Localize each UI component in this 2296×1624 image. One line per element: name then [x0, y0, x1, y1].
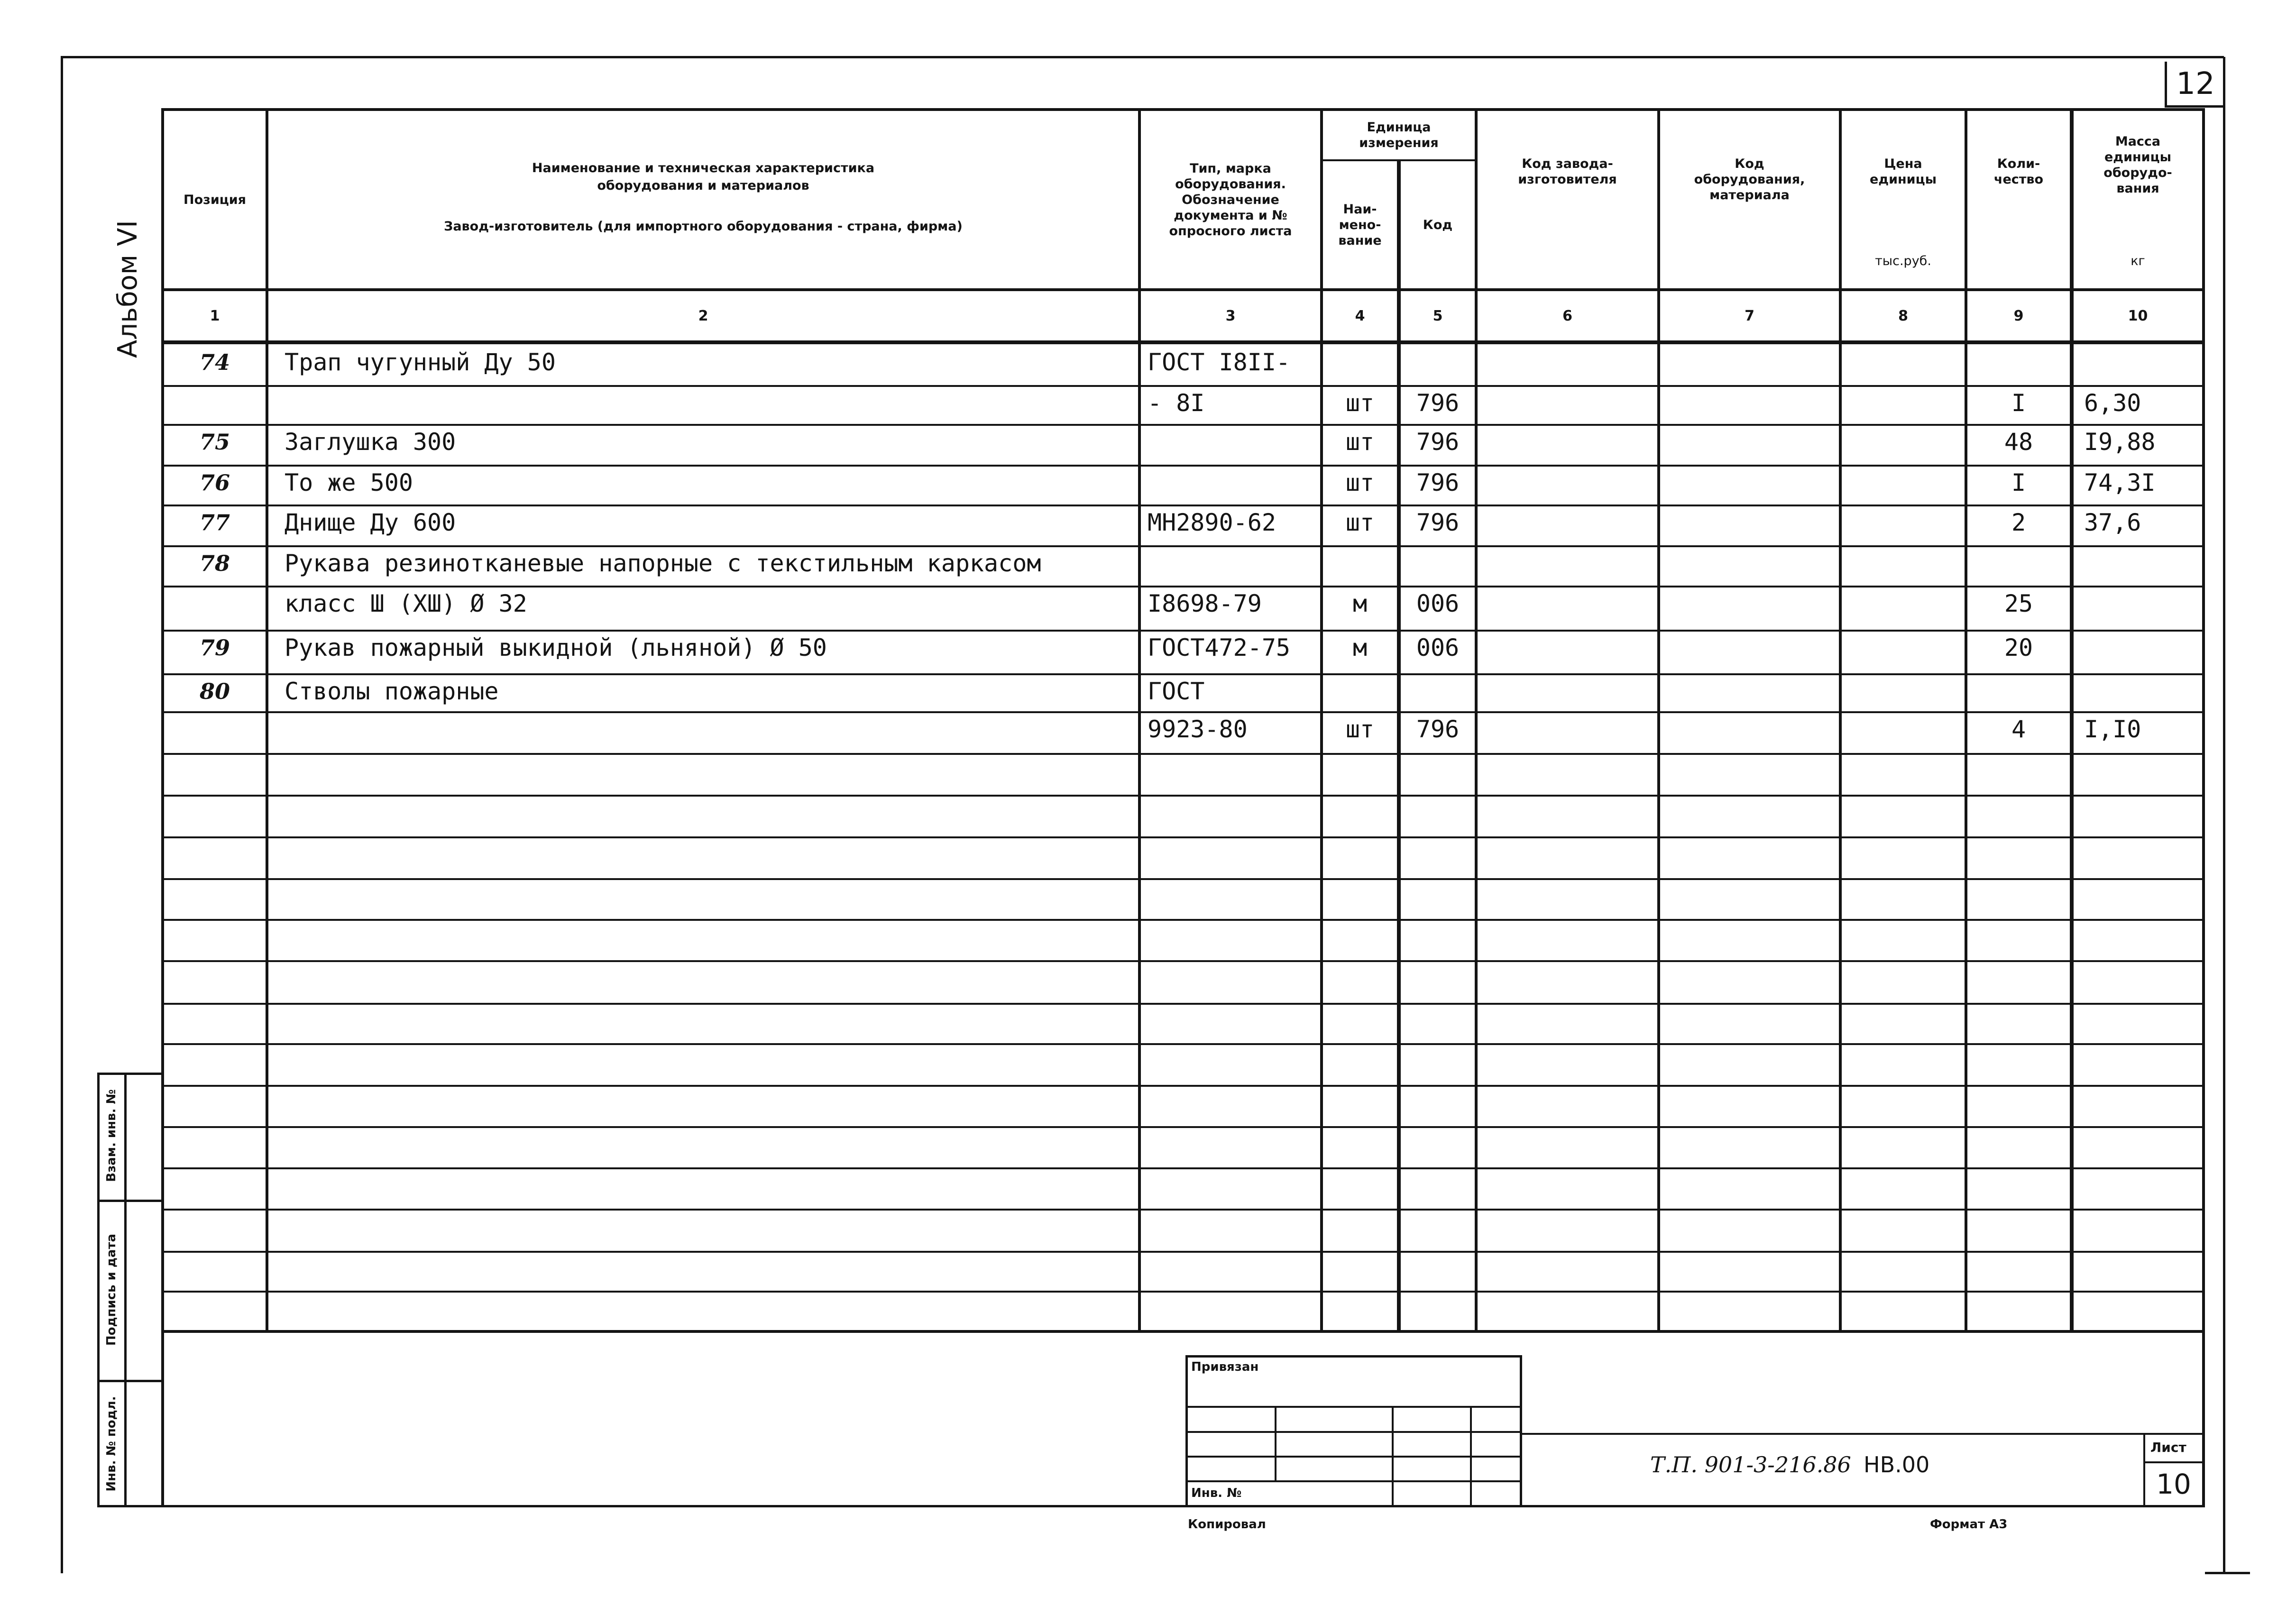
colnum-9: 9 [2013, 307, 2024, 324]
cell-pos [164, 715, 266, 750]
col-line-10 [2202, 108, 2205, 1507]
colnum-8: 8 [1898, 307, 1908, 324]
cell-name: Рукава резинотканевые напорные с текстильным каркасом [285, 550, 1041, 577]
cell-code: 796 [1416, 389, 1460, 417]
cell-type: 9923-80 [1148, 716, 1248, 743]
cell-unit: м [1352, 634, 1368, 661]
stamp-copied: Копировал [1188, 1517, 1266, 1532]
col-line-4 [1397, 159, 1401, 1331]
stamp-format: Формат А3 [1930, 1517, 2008, 1532]
cell-unit: шт [1345, 428, 1375, 456]
stamp-privyazan: Привязан [1191, 1360, 1259, 1374]
colnum-7: 7 [1745, 307, 1754, 324]
cell-qty: I [2011, 469, 2026, 496]
cell-qty: 48 [2004, 428, 2033, 456]
cell-qty [1967, 549, 2070, 585]
cell-qty: 4 [2011, 716, 2026, 743]
cell-code: 006 [1416, 634, 1460, 661]
cell-name: Трап чугунный Ду 50 [285, 349, 556, 376]
header-name [268, 111, 1138, 288]
header-equipment-code: Код оборудования, материала [1694, 156, 1805, 202]
row-separator [161, 919, 2205, 921]
cell-mass [2084, 677, 2202, 710]
cell-pos: 76 [199, 470, 230, 495]
side-stamp-inv-podl: Инв. № подл. [104, 1396, 119, 1492]
cell-mass: 6,30 [2084, 389, 2141, 417]
row-separator [161, 505, 2205, 506]
doc-suffix: НВ.00 [1864, 1452, 1930, 1477]
cell-mass [2084, 348, 2202, 384]
cell-name: класс Ш (ХШ) Ø 32 [285, 590, 527, 617]
row-separator [161, 586, 2205, 587]
cell-unit: шт [1345, 509, 1375, 536]
cell-pos: 74 [199, 349, 230, 375]
cell-unit: м [1352, 590, 1368, 617]
cell-qty: 25 [2004, 590, 2033, 617]
outer-frame-top [62, 56, 2224, 58]
cell-qty: 20 [2004, 634, 2033, 661]
cell-type [1148, 549, 1320, 585]
stamp-col-2 [1392, 1406, 1394, 1505]
side-stamp-inv-vzam: Взам. инв. № [104, 1089, 119, 1182]
cell-unit: шт [1345, 389, 1375, 417]
cell-name: Рукав пожарный выкидной (льняной) Ø 50 [285, 634, 827, 661]
cell-type: - 8I [1148, 389, 1205, 417]
row-separator [161, 836, 2205, 838]
table-bottom-line [161, 1330, 2205, 1333]
cell-mass: 37,6 [2084, 509, 2141, 536]
top-sheet-number: 12 [2176, 66, 2215, 101]
cell-pos: 77 [199, 510, 230, 535]
row-separator [161, 465, 2205, 467]
colnum-3: 3 [1225, 307, 1236, 324]
cell-pos [164, 389, 266, 423]
cell-mass [2084, 633, 2202, 672]
cell-code: 796 [1416, 716, 1460, 743]
row-separator [161, 545, 2205, 547]
cell-name: Днище Ду 600 [285, 509, 456, 536]
colnum-2: 2 [698, 307, 708, 324]
stamp-sheet-label: Лист [2150, 1440, 2186, 1455]
header-position: Позиция [183, 192, 247, 207]
header-price: Цена единицы [1869, 156, 1937, 187]
album-label: Альбом VI [112, 220, 143, 358]
stamp-col-1 [1275, 1406, 1277, 1482]
cell-qty: 2 [2011, 509, 2026, 536]
row-separator [161, 1043, 2205, 1045]
header-unit-name: Наи-мено-вание [1338, 202, 1382, 248]
header-factory-code: Код завода-изготовителя [1518, 156, 1617, 187]
cell-name: Заглушка 300 [285, 428, 456, 456]
cell-code [1401, 549, 1475, 585]
sheet-box-left [2165, 62, 2167, 107]
row-separator [161, 1003, 2205, 1005]
cell-code [1401, 677, 1475, 710]
header-type: Тип, марка оборудования. Обозначение документа и № опросного листа [1169, 161, 1292, 239]
row-separator [161, 385, 2205, 387]
row-separator [161, 424, 2205, 426]
header-unit-code: Код [1423, 217, 1453, 232]
row-separator [161, 1167, 2205, 1169]
stamp-col-3 [1470, 1406, 1472, 1505]
row-separator [161, 1085, 2205, 1087]
row-separator [161, 711, 2205, 713]
title-line [1522, 1433, 2205, 1435]
side-stamp-bottom [97, 1505, 2205, 1507]
cell-pos [164, 589, 266, 629]
cell-type: I8698-79 [1148, 590, 1262, 617]
side-stamp-left [97, 1073, 100, 1506]
cell-qty: I [2011, 389, 2026, 417]
cell-mass [2084, 549, 2202, 585]
row-separator [161, 673, 2205, 675]
header-name-line1: Наименование и техническая характеристика [532, 161, 875, 175]
header-mass: Масса единицы оборудо-вания [2103, 134, 2172, 196]
side-stamp-signature-date: Подпись и дата [104, 1233, 119, 1346]
colnum-10: 10 [2128, 307, 2148, 324]
stamp-sheet-value: 10 [2156, 1468, 2191, 1500]
colnum-bottom-line [161, 340, 2205, 344]
colnum-5: 5 [1433, 307, 1443, 324]
cell-unit: шт [1345, 716, 1375, 743]
col-line-9 [2070, 108, 2074, 1331]
cell-code: 006 [1416, 590, 1460, 617]
header-quantity: Коли-чество [1993, 156, 2044, 187]
cell-code [1401, 348, 1475, 384]
cell-qty [1967, 348, 2070, 384]
cell-name: То же 500 [285, 469, 413, 496]
outer-frame-right [2223, 57, 2225, 1574]
row-separator [161, 630, 2205, 632]
doc-code: Т.П. 901-3-216.86 [1650, 1452, 1851, 1477]
header-name-line3: Завод-изготовитель (для импортного оборудования - страна, фирма) [444, 219, 963, 234]
side-stamp-mid [124, 1073, 127, 1506]
header-price-unit: тыс.руб. [1875, 253, 1931, 268]
side-stamp-div1 [97, 1200, 164, 1202]
cell-qty [1967, 677, 2070, 710]
stamp-box-top [1185, 1355, 1522, 1358]
cell-unit: шт [1345, 469, 1375, 496]
cell-type: МН2890-62 [1148, 509, 1276, 536]
cell-pos: 80 [199, 679, 230, 704]
sheet-cell-mid [2143, 1461, 2205, 1463]
cell-name [285, 715, 1133, 750]
cell-code: 796 [1416, 469, 1460, 496]
cell-type: ГОСТ [1148, 678, 1205, 705]
colnum-6: 6 [1562, 307, 1572, 324]
cell-mass: I,I0 [2084, 716, 2141, 743]
row-separator [161, 1251, 2205, 1253]
outer-frame-left [61, 56, 63, 1573]
cell-type: ГОСТ I8II- [1148, 349, 1291, 376]
row-separator [161, 1291, 2205, 1293]
stamp-inv-no: Инв. № [1191, 1486, 1242, 1500]
cell-mass: 74,3I [2084, 469, 2156, 496]
row-separator [161, 753, 2205, 755]
row-separator [161, 1126, 2205, 1128]
cell-unit [1323, 549, 1397, 585]
row-separator [161, 878, 2205, 880]
cell-type: ГОСТ472-75 [1148, 634, 1291, 661]
cell-type [1148, 428, 1320, 464]
header-unit-group: Единица измерения [1359, 120, 1439, 150]
cell-code: 796 [1416, 509, 1460, 536]
cell-pos: 79 [199, 635, 230, 661]
cell-code: 796 [1416, 428, 1460, 456]
sheet-box-bottom [2165, 105, 2224, 108]
cell-pos: 75 [199, 429, 230, 455]
colnum-1: 1 [210, 307, 220, 324]
cell-name [285, 389, 1133, 423]
row-separator [161, 1209, 2205, 1211]
colnum-4: 4 [1355, 307, 1365, 324]
cell-type [1148, 468, 1320, 504]
row-separator [161, 795, 2205, 797]
cell-mass [2084, 589, 2202, 629]
row-separator [161, 960, 2205, 962]
header-name-line2: оборудования и материалов [597, 178, 809, 193]
cell-unit [1323, 348, 1397, 384]
corner-tick [2205, 1572, 2250, 1574]
cell-mass: I9,88 [2084, 428, 2156, 456]
cell-name: Стволы пожарные [285, 678, 499, 705]
cell-unit [1323, 677, 1397, 710]
header-mass-unit: кг [2131, 253, 2145, 268]
cell-pos: 78 [199, 551, 230, 576]
